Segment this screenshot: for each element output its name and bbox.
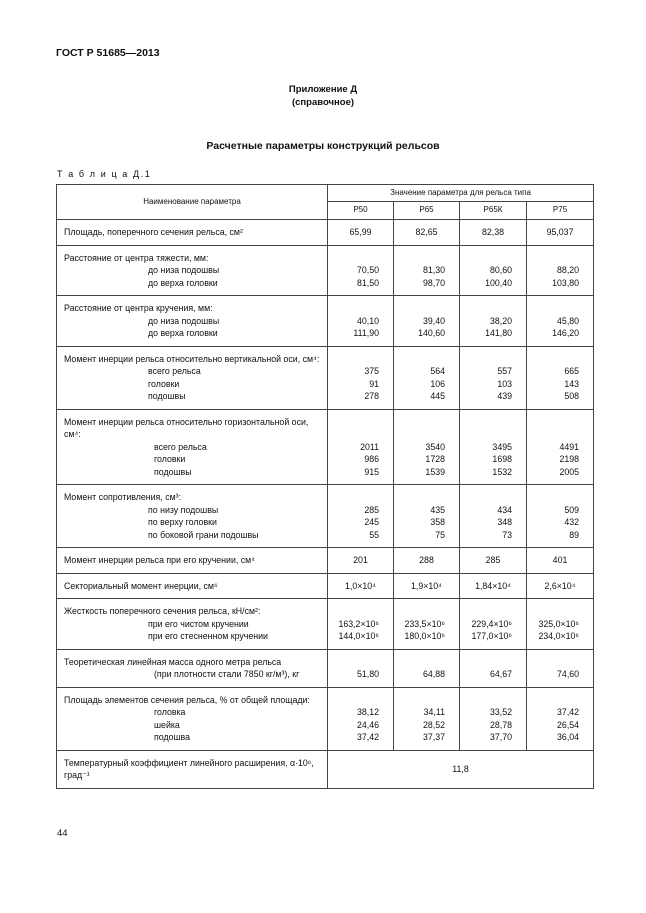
value-cell (394, 687, 460, 750)
value: 358 (430, 517, 445, 527)
value-cell: 1,9×10⁴ (394, 573, 460, 599)
param-cell (57, 485, 328, 548)
value: 103 (497, 378, 512, 389)
param-cell (57, 750, 328, 788)
param-name: Теоретическая линейная масса одного метра рельса (64, 656, 282, 667)
param-name: Площадь элементов сечения рельса, % от общей площади: (64, 694, 310, 705)
value-cell: 201 (328, 548, 394, 574)
value: 285 (364, 504, 379, 515)
value: 234,0×10⁶ (538, 631, 580, 641)
sub-param-label: по боковой грани подошвы (148, 529, 259, 540)
rail-parameters-table (56, 184, 594, 789)
value: 24,46 (356, 719, 379, 730)
value-cell (328, 245, 394, 296)
sub-param-label: всего рельса (154, 441, 207, 452)
param-name: Расстояние от центра тяжести, мм: (64, 252, 209, 263)
value: 28,78 (489, 719, 512, 730)
sub-param-label: по низу подошвы (148, 504, 219, 515)
value-cell (394, 296, 460, 347)
value: 325,0×10⁶ (538, 618, 580, 629)
value: 665 (564, 366, 580, 376)
value: 986 (364, 454, 379, 464)
sub-param-label: подошва (154, 732, 191, 742)
sub-param-label: головки (148, 378, 180, 389)
value: 2198 (559, 454, 580, 464)
rail-type-header: Р65 (394, 202, 460, 220)
param-name: Секториальный момент инерции, см⁶ (64, 580, 218, 591)
sub-param-label: по верху головки (148, 517, 217, 527)
value: 88,20 (557, 265, 580, 275)
value: 375 (364, 366, 379, 376)
value: 348 (497, 517, 512, 527)
value: 81,50 (356, 277, 379, 288)
table-row (57, 296, 594, 347)
param-cell (57, 649, 328, 687)
value-cell (328, 296, 394, 347)
value: 177,0×10⁶ (471, 631, 512, 641)
value: 1539 (425, 466, 445, 477)
value-cell (328, 599, 394, 650)
table-caption: Т а б л и ц а Д.1 (57, 169, 152, 179)
value: 103,80 (552, 277, 580, 288)
param-cell (57, 346, 328, 409)
value-cell: 285 (460, 548, 527, 574)
value: 508 (564, 391, 580, 401)
value-cell (527, 687, 594, 750)
table-row (57, 548, 594, 574)
value: 233,5×10⁶ (404, 618, 445, 629)
value: 75 (435, 529, 445, 540)
value: 40,10 (356, 315, 379, 326)
sub-param-label: головки (154, 454, 186, 464)
value: 434 (497, 504, 512, 515)
param-name: Площадь, поперечного сечения рельса, см² (64, 227, 243, 237)
value: 915 (364, 466, 379, 477)
value: 509 (564, 504, 580, 515)
table-row (57, 409, 594, 485)
value: 28,52 (422, 719, 445, 730)
value-cell (328, 649, 394, 687)
value: 140,60 (418, 328, 445, 338)
value: 37,42 (557, 707, 580, 717)
value: 91 (369, 378, 379, 389)
value-cell: 288 (394, 548, 460, 574)
value: 4491 (559, 441, 580, 452)
value-cell (527, 409, 594, 485)
value-cell: 82,65 (394, 220, 460, 246)
value-cell (328, 409, 394, 485)
value: 70,50 (356, 265, 379, 275)
value-cell: 1,84×10⁴ (460, 573, 527, 599)
table-row (57, 245, 594, 296)
value: 37,42 (356, 732, 379, 742)
document-header: ГОСТ Р 51685—2013 (56, 47, 160, 59)
table-row (57, 485, 594, 548)
value: 38,20 (489, 315, 512, 326)
param-name-header: Наименование параметра (57, 185, 328, 220)
param-cell (57, 409, 328, 485)
value: 180,0×10⁶ (404, 631, 445, 641)
value: 278 (364, 391, 379, 401)
param-name: Расстояние от центра кручения, мм: (64, 303, 213, 313)
value: 432 (564, 517, 580, 527)
value: 74,60 (557, 669, 580, 679)
sub-param-label: до низа подошвы (148, 265, 220, 275)
value-cell (394, 599, 460, 650)
sub-param-label: при его чистом кручении (148, 618, 249, 629)
value: 38,12 (356, 707, 379, 717)
value: 141,80 (485, 328, 512, 338)
rail-type-header: Р75 (527, 202, 594, 220)
value: 100,40 (485, 277, 512, 288)
value: 33,52 (489, 707, 512, 717)
value: 64,67 (489, 669, 512, 679)
value: 445 (430, 391, 445, 401)
value: 2011 (360, 441, 379, 452)
param-cell (57, 687, 328, 750)
param-name: Жесткость поперечного сечения рельса, кН/см²: (64, 606, 261, 616)
value: 51,80 (356, 669, 379, 679)
value-cell (394, 649, 460, 687)
sub-param-label: подошвы (148, 391, 186, 401)
value-cell (328, 687, 394, 750)
value: 245 (364, 517, 379, 527)
param-cell (57, 296, 328, 347)
value-cell (460, 346, 527, 409)
value: 144,0×10⁶ (338, 631, 379, 641)
param-name: Момент сопротивления, см³: (64, 492, 182, 502)
value: 1698 (492, 454, 512, 464)
param-name: Температурный коэффициент линейного расширения, α·10⁶, град⁻¹ (64, 757, 314, 780)
table-row (57, 649, 594, 687)
value: 1728 (425, 454, 445, 464)
sub-param-label: подошвы (154, 466, 192, 477)
value-cell (527, 599, 594, 650)
value-cell (328, 485, 394, 548)
table-row (57, 750, 594, 788)
sub-param-label: шейка (154, 719, 180, 730)
sub-param-label: всего рельса (148, 366, 201, 376)
value: 564 (430, 366, 445, 376)
value-cell (394, 409, 460, 485)
value: 111,90 (353, 328, 379, 338)
value-cell (460, 485, 527, 548)
rail-type-group-header: Значение параметра для рельса типа (328, 185, 594, 202)
value: 73 (502, 529, 512, 540)
param-cell (57, 548, 328, 574)
value: 3495 (492, 441, 512, 452)
param-cell (57, 220, 328, 246)
value: 80,60 (489, 265, 512, 275)
param-name: Момент инерции рельса относительно горизонтальной оси, см⁴: (64, 416, 309, 439)
appendix-title: Приложение Д (288, 84, 358, 95)
value: 45,80 (557, 315, 580, 326)
table-row (57, 573, 594, 599)
value: 98,70 (422, 277, 445, 288)
param-name: Момент инерции рельса при его кручении, см⁴ (64, 555, 255, 565)
value: 36,04 (557, 732, 580, 742)
value: 143 (564, 378, 580, 389)
param-name: Момент инерции рельса относительно вертикальной оси, см⁴: (64, 353, 320, 364)
value-cell (527, 346, 594, 409)
table-row (57, 220, 594, 246)
value-cell: 65,99 (328, 220, 394, 246)
table-row (57, 346, 594, 409)
value: 106 (430, 378, 445, 389)
value-cell: 2,6×10⁴ (527, 573, 594, 599)
value: 39,40 (422, 315, 445, 326)
value: 37,37 (422, 732, 445, 742)
value: 89 (569, 529, 580, 540)
document-title: Расчетные параметры конструкций рельсов (206, 140, 440, 152)
sub-param-label: при его стесненном кручении (148, 631, 268, 641)
value: 557 (497, 366, 512, 376)
value-cell (527, 296, 594, 347)
value-cell (394, 485, 460, 548)
value-cell: 401 (527, 548, 594, 574)
value: 3540 (425, 441, 445, 452)
sub-param-label: до низа подошвы (148, 315, 220, 326)
value-cell (328, 346, 394, 409)
value-cell (460, 409, 527, 485)
value: 146,20 (552, 328, 580, 338)
rail-type-header: Р50 (328, 202, 394, 220)
value-cell (394, 346, 460, 409)
page-number: 44 (57, 828, 68, 839)
value-cell: 95,037 (527, 220, 594, 246)
sub-param-label: (при плотности стали 7850 кг/м³), кг (154, 669, 300, 679)
value-cell (394, 245, 460, 296)
value: 64,88 (422, 669, 445, 679)
value-cell (460, 245, 527, 296)
value: 163,2×10⁶ (338, 618, 379, 629)
rail-type-header: Р65К (460, 202, 527, 220)
value: 229,4×10⁶ (471, 618, 512, 629)
sub-param-label: головка (154, 707, 186, 717)
param-cell (57, 599, 328, 650)
param-cell (57, 573, 328, 599)
value-cell: 82,38 (460, 220, 527, 246)
value: 2005 (559, 466, 580, 477)
table-row (57, 687, 594, 750)
value-cell: 1,0×10⁴ (328, 573, 394, 599)
value-cell (460, 599, 527, 650)
value: 55 (369, 529, 379, 540)
value-cell (527, 245, 594, 296)
value: 81,30 (422, 265, 445, 275)
value-cell (460, 649, 527, 687)
value: 37,70 (489, 732, 512, 742)
value-cell (460, 687, 527, 750)
appendix-note: (справочное) (291, 97, 355, 108)
value-cell (527, 649, 594, 687)
value-cell (460, 296, 527, 347)
sub-param-label: до верха головки (148, 277, 218, 288)
value: 34,11 (423, 707, 445, 717)
value-cell (527, 485, 594, 548)
sub-param-label: до верха головки (148, 328, 218, 338)
value: 1532 (492, 466, 512, 477)
value: 439 (497, 391, 512, 401)
table-row (57, 599, 594, 650)
value: 26,54 (557, 719, 580, 730)
value: 435 (430, 504, 445, 515)
merged-value-cell: 11,8 (328, 750, 594, 788)
param-cell (57, 245, 328, 296)
